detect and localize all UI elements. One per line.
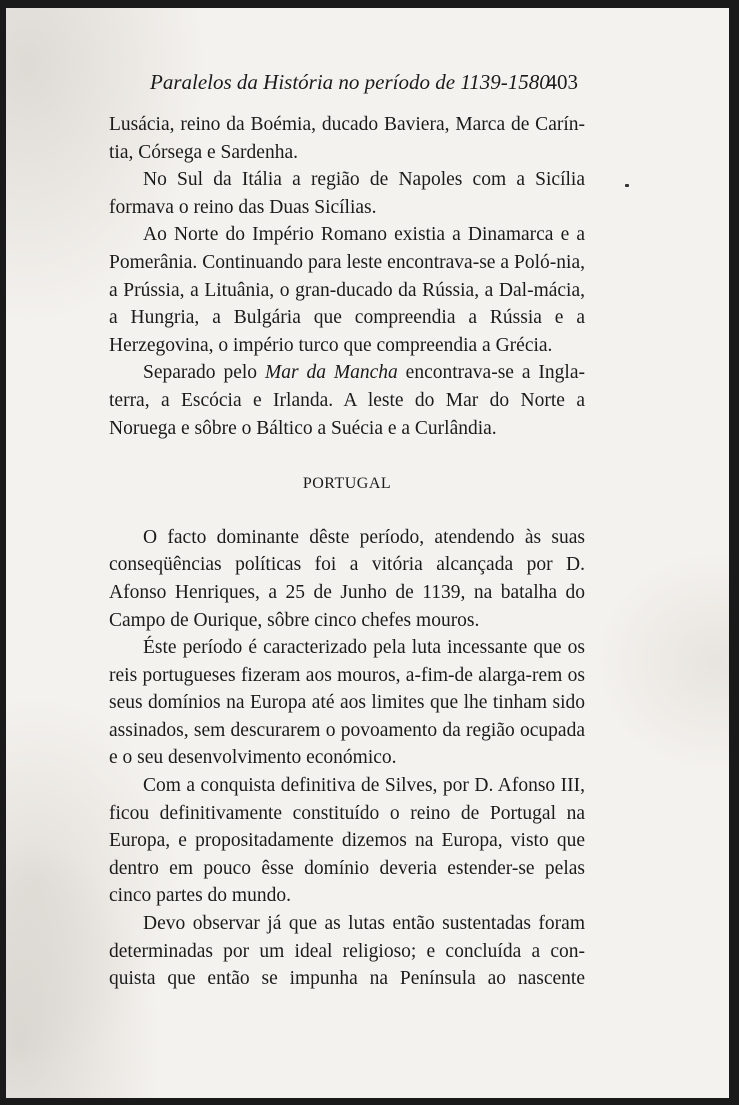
paragraph: O facto dominante dêste período, atendendo às suas conseqüências políticas foi a vitória alcançada por D. Afonso Henriques, a 25 de Junho de 1139, na batalha do Campo de Ourique, sôbre cinco chefes mouros. (109, 526, 585, 631)
paragraph: Éste período é caracterizado pela luta incessante que os reis portugueses fizeram aos mouros, a-fim-de alarga-rem os seus domínios na Europa até aos limites que lhe tinham sido assinados, sem descurarem o povoamento da região ocupada e o seu desenvolvimento económico. (109, 637, 585, 769)
paragraph-text: encontrava-se a Ingla-terra, a Escócia e Irlanda. A leste do Mar do Norte a Noruega e sôbre o Báltico a Suécia e a Curlândia. (109, 362, 585, 439)
paragraph: No Sul da Itália a região de Napoles com a Sicília formava o reino das Duas Sicílias. (109, 169, 585, 218)
scanned-page (6, 8, 729, 1098)
section-title: PORTUGAL (302, 475, 392, 493)
italic-place-name: Mar da Mancha (264, 362, 398, 384)
body-text (109, 111, 585, 993)
stray-ink-mark (625, 184, 629, 187)
paragraph: Devo observar já que as lutas então sustentadas foram determinadas por um ideal religioso; e concluída a con-quista que então se impunha na Península ao nascente (109, 913, 585, 990)
paragraph: Ao Norte do Império Romano existia a Dinamarca e a Pomerânia. Continuando para leste encontrava-se a Poló-nia, a Prússia, a Lituânia, o gran-ducado da Rússia, a Dal-mácia, a Hungria, a Bulgária que compreendia a Rússia e a Herzegovina, o império turco que compreendia a Grécia. (109, 224, 585, 356)
paragraph: Com a conquista definitiva de Silves, por D. Afonso III, ficou definitivamente constituído o reino de Portugal na Europa, e propositadamente dizemos na Europa, visto que dentro em pouco êsse domínio deveria estender-se pelas cinco partes do mundo. (109, 775, 585, 907)
page-header (150, 66, 580, 100)
paragraph-continuation: Lusácia, reino da Boémia, ducado Baviera, Marca de Carín-tia, Córsega e Sardenha. (109, 114, 585, 163)
paragraph-text: Separado pelo (143, 362, 265, 384)
paragraph (109, 359, 585, 442)
page-number: 403 (546, 70, 578, 94)
running-title: Paralelos da História no período de 1139-1580 (150, 70, 550, 94)
